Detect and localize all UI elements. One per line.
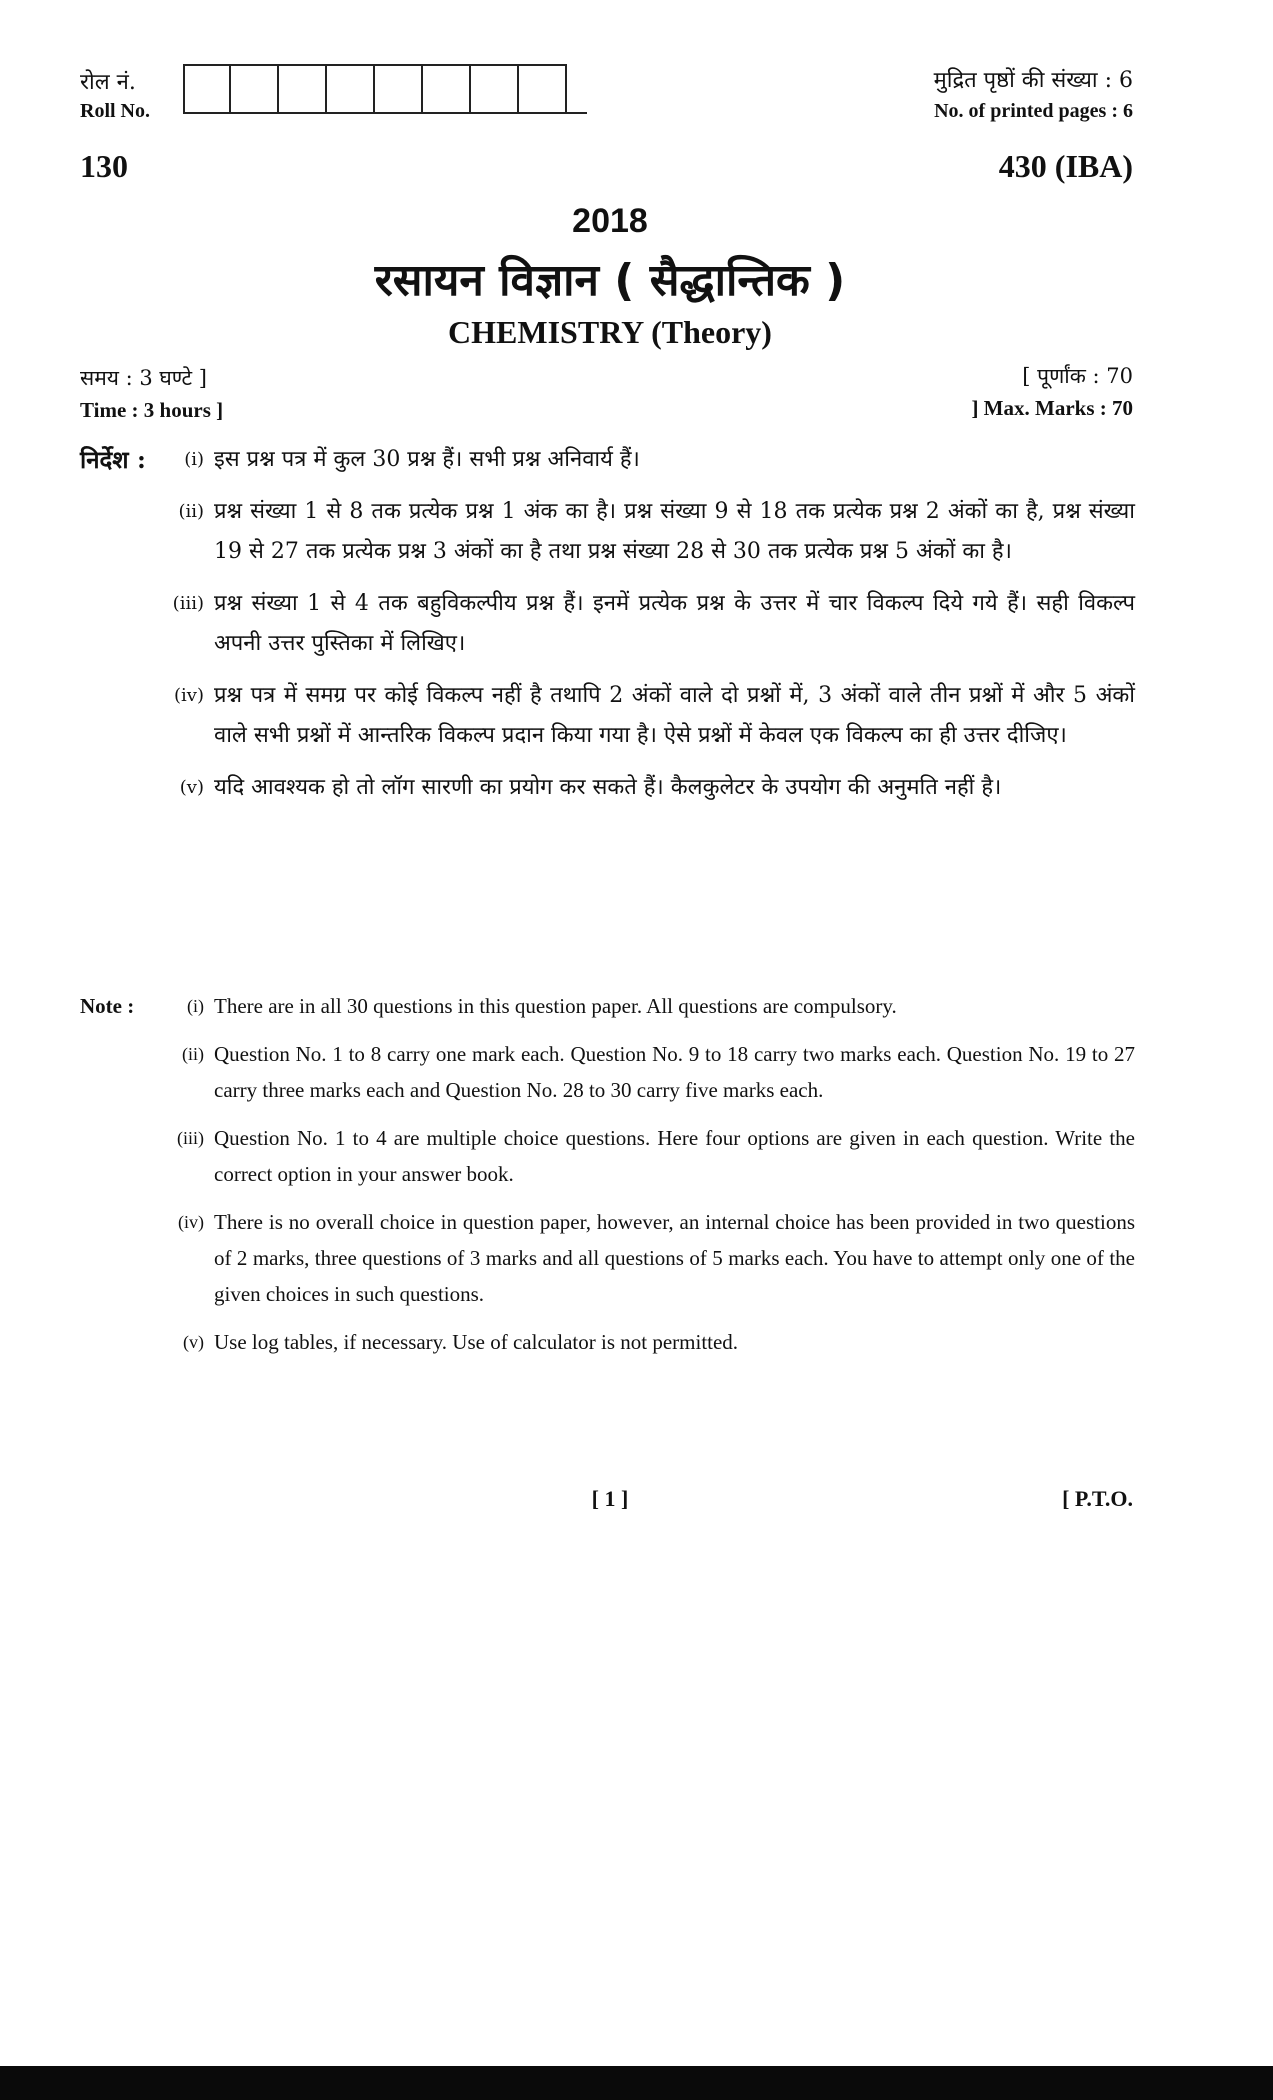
page-number: [ 1 ] bbox=[591, 1486, 629, 1511]
instruction-text: इस प्रश्न पत्र में कुल 30 प्रश्न हैं। सभी प्रश्न अनिवार्य हैं। bbox=[214, 447, 640, 472]
instruction-text: प्रश्न संख्या 1 से 4 तक बहुविकल्पीय प्रश्न हैं। इनमें प्रत्येक प्रश्न के उत्तर में चार विकल्प दिये गये हैं। सही विकल्प अपनी उत्तर पुस्तिका में लिखिए। bbox=[214, 591, 1135, 656]
instruction-item bbox=[80, 584, 1135, 664]
instructions-english bbox=[80, 988, 1135, 1372]
roll-digit-box[interactable] bbox=[375, 64, 423, 114]
paper-code-right: 430 (IBA) bbox=[998, 148, 1133, 184]
instruction-number: (i) bbox=[184, 449, 204, 470]
instruction-number: (v) bbox=[179, 777, 204, 798]
paper-code-left: 130 bbox=[80, 148, 128, 184]
instruction-number: (ii) bbox=[178, 501, 204, 522]
roll-digit-box[interactable] bbox=[327, 64, 375, 114]
printed-pages: No. of printed pages : 6 bbox=[934, 100, 1133, 122]
note-item bbox=[80, 988, 1135, 1024]
roll-digit-box[interactable] bbox=[423, 64, 471, 114]
roll-number-label: Roll No. bbox=[80, 100, 150, 122]
note-number: (v) bbox=[183, 1332, 204, 1352]
max-marks-hindi: [ पूर्णांक : 70 bbox=[1022, 364, 1133, 388]
note-label: Note : bbox=[80, 994, 135, 1018]
roll-digit-box[interactable] bbox=[471, 64, 519, 114]
roll-box-underline bbox=[567, 64, 587, 114]
scan-edge-bar bbox=[0, 2066, 1273, 2100]
roll-digit-box[interactable] bbox=[279, 64, 327, 114]
instruction-item bbox=[80, 440, 1135, 480]
instruction-item bbox=[80, 492, 1135, 572]
note-text: Use log tables, if necessary. Use of calculator is not permitted. bbox=[214, 1330, 739, 1354]
please-turn-over: [ P.T.O. bbox=[1062, 1486, 1133, 1511]
instructions-label-hindi: निर्देश : bbox=[80, 445, 146, 474]
roll-number-label-hindi: रोल नं. bbox=[80, 70, 136, 95]
roll-digit-box[interactable] bbox=[519, 64, 567, 114]
note-text: Question No. 1 to 4 are multiple choice questions. Here four options are given in each question. Write the correct option in your answer book. bbox=[214, 1126, 1135, 1186]
instruction-text: प्रश्न संख्या 1 से 8 तक प्रत्येक प्रश्न 1 अंक का है। प्रश्न संख्या 9 से 18 तक प्रत्येक प्रश्न 2 अंकों का है, प्रश्न संख्या 19 से 27 तक प्रत्येक प्रश्न 3 अंकों का है तथा प्रश्न संख्या 28 से 30 तक प्रत्येक प्रश्न 5 अंकों का है। bbox=[214, 499, 1135, 564]
instruction-item bbox=[80, 676, 1135, 756]
instruction-item bbox=[80, 768, 1135, 808]
note-number: (i) bbox=[187, 996, 204, 1016]
note-item bbox=[80, 1120, 1135, 1192]
instruction-text: प्रश्न पत्र में समग्र पर कोई विकल्प नहीं है तथापि 2 अंकों वाले दो प्रश्नों में, 3 अंकों वाले तीन प्रश्नों में और 5 अंकों वाले सभी प्रश्नों में आन्तरिक विकल्प प्रदान किया गया है। ऐसे प्रश्नों में केवल एक विकल्प का ही उत्तर दीजिए। bbox=[214, 683, 1135, 748]
max-marks: ] Max. Marks : 70 bbox=[971, 396, 1133, 420]
roll-digit-box[interactable] bbox=[183, 64, 231, 114]
subject-title: CHEMISTRY (Theory) bbox=[448, 314, 772, 350]
note-item bbox=[80, 1036, 1135, 1108]
printed-pages-hindi: मुद्रित पृष्ठों की संख्या : 6 bbox=[933, 68, 1133, 93]
note-text: Question No. 1 to 8 carry one mark each. Question No. 9 to 18 carry two marks each. Question No. 19 to 27 carry three marks each and Question No. 28 to 30 carry five marks each. bbox=[214, 1042, 1135, 1102]
exam-year: 2018 bbox=[572, 202, 648, 240]
note-item bbox=[80, 1324, 1135, 1360]
note-text: There is no overall choice in question paper, however, an internal choice has been provided in two questions of 2 marks, three questions of 3 marks and all questions of 5 marks each. You have to attempt only one of the given choices in such questions. bbox=[214, 1210, 1135, 1306]
note-text: There are in all 30 questions in this question paper. All questions are compulsory. bbox=[214, 994, 897, 1018]
instructions-hindi bbox=[80, 440, 1135, 820]
subject-title-hindi: रसायन विज्ञान ( सैद्धान्तिक ) bbox=[374, 255, 846, 306]
roll-digit-box[interactable] bbox=[231, 64, 279, 114]
roll-number-boxes[interactable] bbox=[183, 64, 587, 116]
instruction-number: (iv) bbox=[174, 685, 204, 706]
note-item bbox=[80, 1204, 1135, 1312]
time-hindi: समय : 3 घण्टे ] bbox=[80, 366, 208, 390]
instruction-text: यदि आवश्यक हो तो लॉग सारणी का प्रयोग कर सकते हैं। कैलकुलेटर के उपयोग की अनुमति नहीं है। bbox=[214, 775, 1002, 800]
note-number: (ii) bbox=[182, 1044, 204, 1064]
instruction-number: (iii) bbox=[172, 593, 204, 614]
time-allowed: Time : 3 hours ] bbox=[80, 398, 224, 422]
note-number: (iii) bbox=[177, 1128, 204, 1148]
note-number: (iv) bbox=[178, 1212, 204, 1232]
